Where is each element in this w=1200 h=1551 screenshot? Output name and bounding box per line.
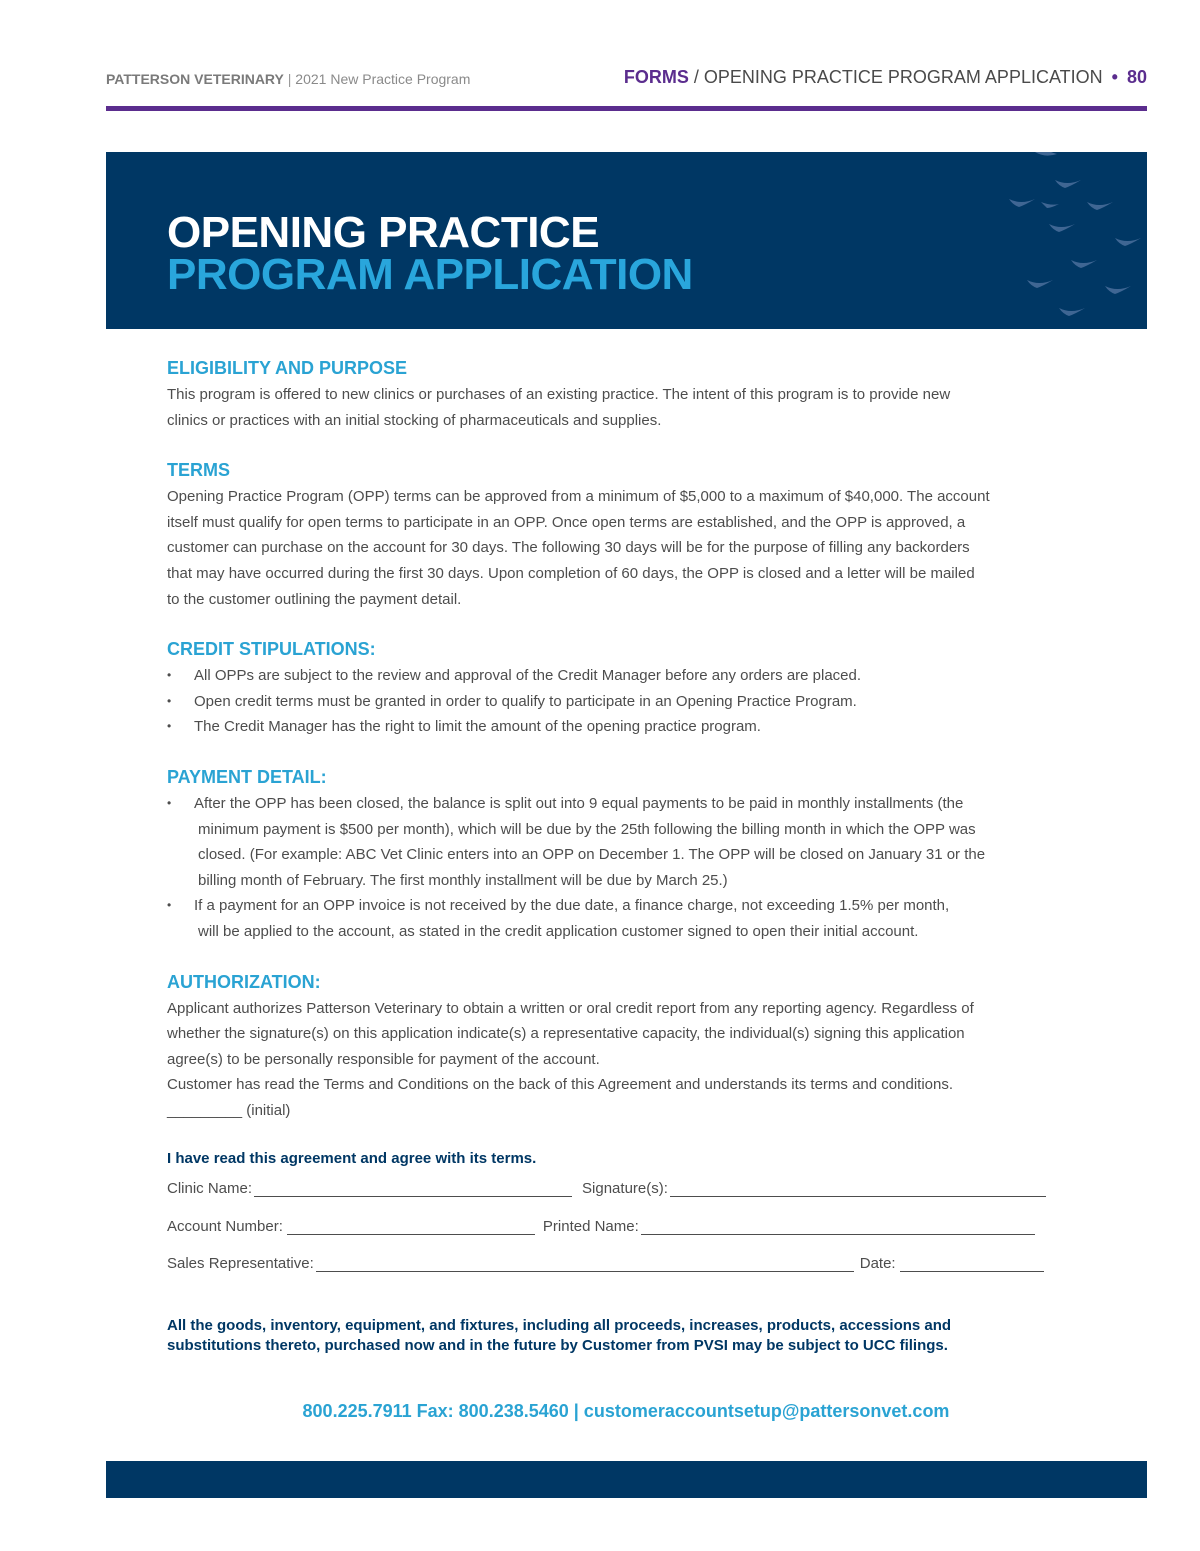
- page-header: [106, 64, 1147, 94]
- section-authorization: [167, 970, 1092, 1124]
- title-line-2: PROGRAM APPLICATION: [167, 250, 693, 299]
- list-item: [167, 714, 1092, 740]
- text-line: substitutions thereto, purchased now and in the future by Customer from PVSI may be subject to UCC filings.: [167, 1337, 948, 1354]
- date-label: Date:: [859, 1255, 896, 1272]
- account-number-field[interactable]: [287, 1221, 535, 1235]
- clinic-name-field[interactable]: [254, 1183, 572, 1197]
- brand-name: PATTERSON VETERINARY: [106, 71, 284, 87]
- form-row-clinic: [167, 1180, 1060, 1197]
- printed-name-label: Printed Name:: [542, 1218, 639, 1235]
- breadcrumb-bullet: •: [1111, 67, 1118, 87]
- account-number-label: Account Number:: [167, 1218, 283, 1235]
- section-payment-detail: [167, 765, 1092, 945]
- date-field[interactable]: [900, 1258, 1044, 1272]
- signature-field[interactable]: [670, 1183, 1046, 1197]
- text-line: Opening Practice Program (OPP) terms can be approved from a minimum of $5,000 to a maximum of $40,000. The account: [167, 488, 990, 506]
- text-line: customer can purchase on the account for 30 days. The following 30 days will be for the purpose of filling any backorders: [167, 539, 970, 557]
- bullet-list: [167, 791, 1092, 945]
- header-rule: [106, 106, 1147, 111]
- form-row-account: [167, 1218, 1060, 1235]
- agreement-statement: I have read this agreement and agree with its terms.: [167, 1150, 537, 1167]
- list-item: [167, 663, 1092, 689]
- breadcrumb-section: FORMS: [623, 67, 689, 87]
- text-line: whether the signature(s) on this application indicate(s) a representative capacity, the individual(s) signing this application: [167, 1025, 965, 1043]
- list-item-text: The Credit Manager has the right to limit the amount of the opening practice program.: [194, 718, 761, 736]
- sales-rep-label: Sales Representative:: [167, 1255, 314, 1272]
- section-terms: [167, 458, 1092, 612]
- section-title: ELIGIBILITY AND PURPOSE: [167, 358, 408, 378]
- initial-field[interactable]: _________ (initial): [167, 1101, 291, 1119]
- list-item-text: If a payment for an OPP invoice is not received by the due date, a finance charge, not exceeding 1.5% per month,: [194, 897, 950, 915]
- section-title: TERMS: [167, 460, 230, 481]
- header-separator: |: [287, 71, 292, 87]
- section-title: AUTHORIZATION:: [167, 971, 321, 992]
- form-content: [167, 356, 1092, 1123]
- section-eligibility: [167, 356, 1092, 433]
- text-line: This program is offered to new clinics or purchases of an existing practice. The intent of this program is to provide new: [167, 386, 951, 403]
- text-line: Applicant authorizes Patterson Veterinary to obtain a written or oral credit report from any reporting agency. Regardless of: [167, 999, 974, 1017]
- program-name: 2021 New Practice Program: [295, 71, 471, 87]
- section-body: [167, 382, 1092, 433]
- text-line: itself must qualify for open terms to participate in an OPP. Once open terms are established, and the OPP is approved, a: [167, 513, 966, 531]
- footer-bar: [106, 1461, 1147, 1498]
- section-body: [167, 484, 1092, 612]
- text-line: All the goods, inventory, equipment, and fixtures, including all proceeds, increases, products, accessions and: [167, 1317, 952, 1334]
- list-item: [167, 791, 1092, 893]
- running-header-brand: [106, 71, 470, 87]
- title-line-1: OPENING PRACTICE: [167, 208, 600, 257]
- text-line: that may have occurred during the first 30 days. Upon completion of 60 days, the OPP is closed and a letter will be mailed: [167, 564, 975, 582]
- list-item-text: Open credit terms must be granted in order to qualify to participate in an Opening Practice Program.: [194, 692, 857, 710]
- form-row-sales: [167, 1255, 1060, 1272]
- decorative-fish-pattern-icon: [997, 152, 1147, 329]
- list-item-text: After the OPP has been closed, the balance is split out into 9 equal payments to be paid in monthly installments (the: [194, 794, 964, 812]
- ucc-notice: [167, 1316, 1047, 1356]
- section-title: CREDIT STIPULATIONS:: [167, 639, 376, 660]
- text-line: to the customer outlining the payment detail.: [167, 590, 462, 608]
- title-banner: [106, 152, 1147, 329]
- text-line: clinics or practices with an initial stocking of pharmaceuticals and supplies.: [167, 411, 662, 429]
- clinic-name-label: Clinic Name:: [167, 1180, 253, 1197]
- list-item-text: minimum payment is $500 per month), which will be due by the 25th following the billing month in which the OPP was: [198, 820, 976, 838]
- section-body: [167, 996, 1092, 1124]
- bullet-list: [167, 663, 1092, 740]
- list-item: [167, 893, 1092, 944]
- text-line: agree(s) to be personally responsible for payment of the account.: [167, 1050, 600, 1068]
- printed-name-field[interactable]: [641, 1221, 1035, 1235]
- page-title: [167, 208, 693, 299]
- list-item-text: billing month of February. The first monthly installment will be due by March 25.): [198, 871, 728, 889]
- text-line: Customer has read the Terms and Conditions on the back of this Agreement and understands its terms and conditions.: [167, 1076, 953, 1094]
- breadcrumb-separator: /: [693, 67, 699, 87]
- section-credit-stipulations: [167, 637, 1092, 740]
- sales-rep-field[interactable]: [316, 1258, 854, 1272]
- section-title: PAYMENT DETAIL:: [167, 766, 327, 787]
- list-item: [167, 689, 1092, 715]
- page-number: 80: [1126, 67, 1147, 87]
- signature-label: Signature(s):: [582, 1180, 668, 1197]
- breadcrumb-title: OPENING PRACTICE PROGRAM APPLICATION: [703, 67, 1103, 87]
- breadcrumb: [624, 67, 1147, 88]
- contact-info: 800.225.7911 Fax: 800.238.5460 | customeraccountsetup@pattersonvet.com: [302, 1401, 950, 1421]
- list-item-text: will be applied to the account, as stated in the credit application customer signed to open their initial account.: [198, 922, 919, 940]
- list-item-text: closed. (For example: ABC Vet Clinic enters into an OPP on December 1. The OPP will be closed on January 31 or the: [198, 846, 986, 864]
- list-item-text: All OPPs are subject to the review and approval of the Credit Manager before any orders are placed.: [194, 667, 862, 685]
